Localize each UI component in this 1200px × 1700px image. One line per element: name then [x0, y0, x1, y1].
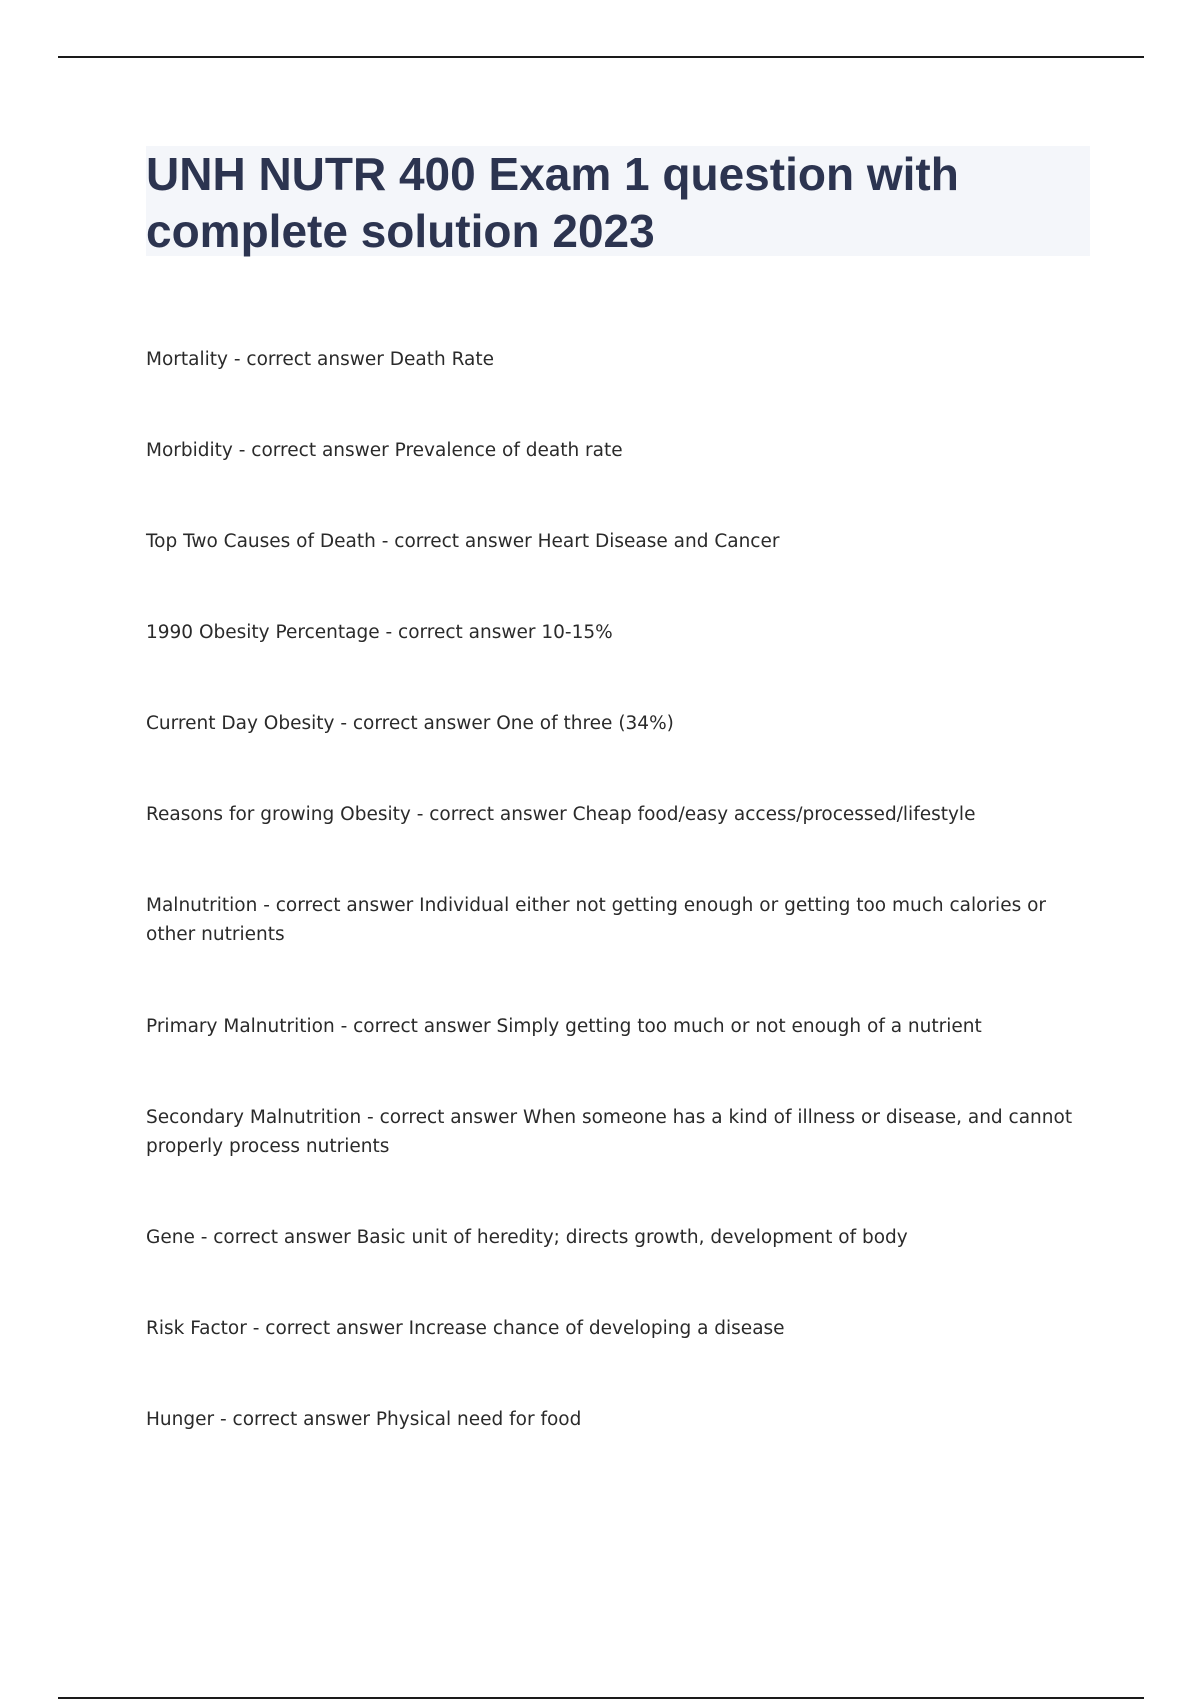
list-item: Gene - correct answer Basic unit of heredity; directs growth, development of body: [146, 1227, 908, 1248]
list-item: Hunger - correct answer Physical need for food: [146, 1409, 582, 1430]
bottom-rule: [58, 1697, 1144, 1699]
list-item: Risk Factor - correct answer Increase chance of developing a disease: [146, 1318, 785, 1339]
list-item: Top Two Causes of Death - correct answer Heart Disease and Cancer: [146, 531, 780, 552]
list-item: Reasons for growing Obesity - correct answer Cheap food/easy access/processed/lifestyle: [146, 804, 976, 825]
list-item: Mortality - correct answer Death Rate: [146, 349, 494, 370]
list-item: Malnutrition - correct answer Individual either not getting enough or getting too much calories or other nutrients: [146, 895, 1047, 945]
list-item: Primary Malnutrition - correct answer Simply getting too much or not enough of a nutrient: [146, 1016, 982, 1037]
list-item: Secondary Malnutrition - correct answer When someone has a kind of illness or disease, and cannot properly process nutrients: [146, 1107, 1073, 1157]
title-box: [146, 146, 1090, 256]
top-rule: [58, 56, 1144, 58]
list-item: 1990 Obesity Percentage - correct answer 10-15%: [146, 622, 613, 643]
list-item: Current Day Obesity - correct answer One of three (34%): [146, 713, 674, 734]
page-title: UNH NUTR 400 Exam 1 question with complete solution 2023: [146, 148, 959, 257]
list-item: Morbidity - correct answer Prevalence of death rate: [146, 440, 623, 461]
